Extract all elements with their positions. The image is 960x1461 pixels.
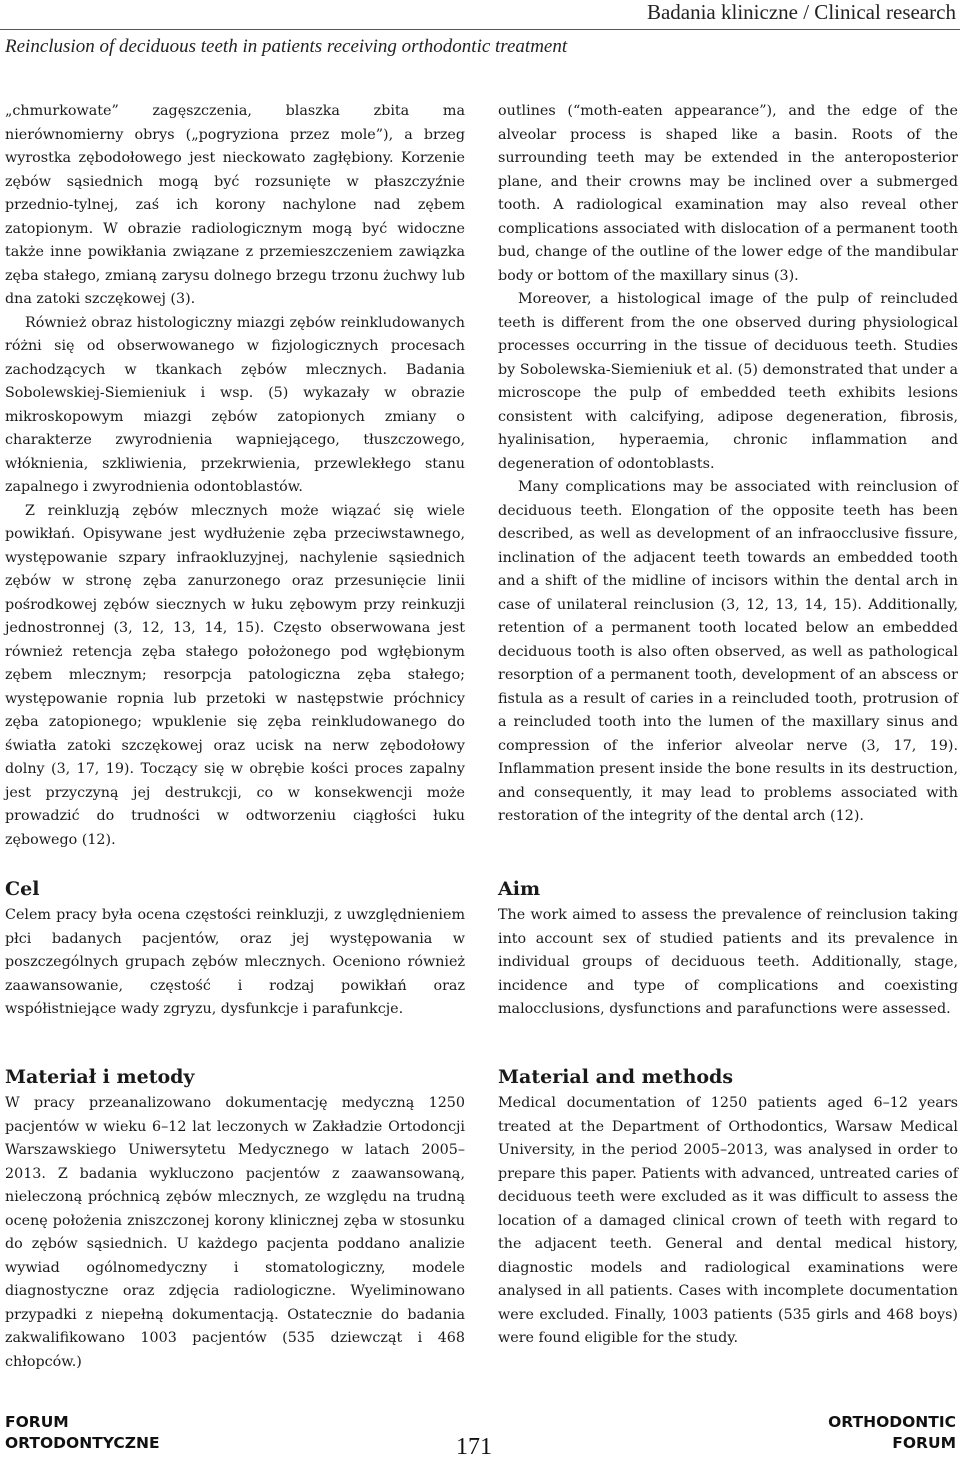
aim-en-heading: Aim: [498, 878, 541, 900]
header-divider: [0, 29, 960, 30]
methods-pl-section: [5, 1064, 465, 1374]
intro-en-column: [498, 100, 958, 829]
intro-en-paragraph-3: Many complications may be associated with reinclusion of deciduous teeth. Elongation of the opposite teeth has been described, as well as development of an infraocclusive fissure, inclination of the adjacent teeth towards an embedded tooth and a shift of the midline of incisors within the dental arch in case of unilateral reinclusion (3, 12, 13, 14, 15). Additionally, retention of a permanent tooth located below an embedded deciduous tooth is also often observed, as well as pathological resorption of a permanent tooth, development of an abscess or fistula as a result of caries in a reincluded tooth, protrusion of a reincluded tooth into the lumen of the maxillary sinus and compression of the inferior alveolar nerve (3, 17, 19). Inflammation present inside the bone results in its destruction, and consequently, it may lead to problems associated with restoration of the integrity of the dental arch (12).: [498, 479, 958, 824]
methods-en-text: Medical documentation of 1250 patients aged 6–12 years treated at the Department of Orthodontics, Warsaw Medical University, in the period 2005–2013, was analysed in order to prepare this paper. Patients with advanced, untreated caries of deciduous teeth were excluded as it was difficult to assess the location of a damaged clinical crown of teeth with regard to the adjacent teeth. General and dental medical history, diagnostic models and radiological examinations were analysed in all patients. Cases with incomplete documentation were excluded. Finally, 1003 patients (535 girls and 468 boys) were found eligible for the study.: [498, 1095, 958, 1346]
intro-pl-paragraph-3: Z reinkluzją zębów mlecznych może wiązać się wiele powikłań. Opisywane jest wydłużenie zęba przeciwstawnego, występowanie szpary infraokluzyjnej, nachylenie sąsiednich zębów w stronę zęba zanurzonego oraz przesunięcie linii pośrodkowej zębów siecznych w łuku zębowym przy reinkuzji jednostronnej (3, 12, 13, 14, 15). Często obserwowana jest również retencja zęba stałego położonego pod wgłębionym zębem mlecznym; resorpcja patologiczna zęba stałego; występowanie ropnia lub przetoki w następstwie próchnicy zęba zatopionego; wpuklenie się zęba reinkludowanego do światła zatoki szczękowej oraz ucisk na nerw zębodołowy dolny (3, 17, 19). Toczący się w obrębie kości proces zapalny jest przyczyną jej destrukcji, co w konsekwencji może prowadzić do trudności w odtworzeniu ciągłości łuku zębowego (12).: [5, 502, 465, 848]
footer-pl-line-2: ORTODONTYCZNE: [5, 1434, 160, 1452]
intro-pl-column: [5, 100, 465, 852]
methods-pl-heading: Materiał i metody: [5, 1066, 195, 1088]
methods-en-heading: Material and methods: [498, 1066, 734, 1088]
footer-pl-line-1: FORUM: [5, 1413, 69, 1431]
intro-pl-paragraph-1: „chmurkowate” zagęszczenia, blaszka zbita ma nierównomierny obrys („pogryziona przez mole”), a brzeg wyrostka zębodołowego jest nieckowato zagłębiony. Korzenie zębów sąsiednich mogą być rozsunięte w płaszczyźnie przednio-tylnej, zaś ich korony nachylone nad zębem zatopionym. W obrazie radiologicznym mogą być widoczne także inne powikłania związane z przemieszczeniem zawiązka zęba stałego, zmianą zarysu dolnego brzegu trzonu żuchwy lub dna zatoki szczękowej (3).: [5, 103, 465, 307]
footer-journal-en: [828, 1412, 956, 1454]
running-title: Reinclusion of deciduous teeth in patients receiving orthodontic treatment: [5, 36, 568, 57]
page-number: 171: [456, 1434, 492, 1460]
aim-pl-text: Celem pracy była ocena częstości reinkluzji, z uwzględnieniem płci badanych pacjentów, oraz jej występowania w poszczególnych grupach zębów mlecznych. Oceniono również zaawansowanie, częstość i rodzaj powikłań oraz współistniejące wady zgryzu, dysfunkcje i parafunkcje.: [5, 907, 465, 1017]
methods-pl-text: W pracy przeanalizowano dokumentację medyczną 1250 pacjentów w wieku 6–12 lat leczonych w Zakładzie Ortodoncji Warszawskiego Uniwersytetu Medycznego w latach 2005–2013. Z badania wykluczono pacjentów z zaawansowaną, nieleczoną próchnicą zębów mlecznych, ze względu na trudną ocenę położenia zniszczonej korony klinicznej zęba w stosunku do zębów sąsiednich. U każdego pacjenta poddano analizie wywiad ogólnomedyczny i stomatologiczny, modele diagnostyczne oraz zdjęcia radiologiczne. Wyeliminowano przypadki z niepełną dokumentacją. Ostatecznie do badania zakwalifikowano 1003 pacjentów (535 dziewcząt i 468 chłopców.): [5, 1095, 465, 1370]
intro-en-paragraph-2: Moreover, a histological image of the pulp of reincluded teeth is different from the one observed during physiological processes occurring in the tissue of deciduous teeth. Studies by Sobolewska-Siemieniuk et al. (5) demonstrated that under a microscope the pulp of embedded teeth exhibits lesions consistent with calcifying, adipose degeneration, fibrosis, hyalinisation, hyperaemia, chronic inflammation and degeneration of odontoblasts.: [498, 291, 958, 472]
footer-en-line-2: FORUM: [892, 1434, 956, 1452]
aim-en-section: [498, 876, 958, 1022]
aim-en-text: The work aimed to assess the prevalence of reinclusion taking into account sex of studied patients and its prevalence in individual groups of deciduous teeth. Additionally, stage, incidence and type of complications and coexisting malocclusions, dysfunctions and parafunctions were assessed.: [498, 907, 958, 1017]
journal-section-header: Badania kliniczne / Clinical research: [646, 0, 956, 24]
intro-en-paragraph-1: outlines (“moth-eaten appearance”), and the edge of the alveolar process is shaped like a basin. Roots of the surrounding teeth may be extended in the anteroposterior plane, and their crowns may be inclined over a submerged tooth. A radiological examination may also reveal other complications associated with dislocation of a permanent tooth bud, change of the outline of the lower edge of the mandibular body or bottom of the maxillary sinus (3).: [498, 103, 958, 284]
methods-en-section: [498, 1064, 958, 1351]
footer-en-line-1: ORTHODONTIC: [828, 1413, 956, 1431]
intro-pl-paragraph-2: Również obraz histologiczny miazgi zębów reinkludowanych różni się od obserwowanego w fizjologicznych procesach zachodzących w tkankach zębów mlecznych. Badania Sobolewskiej-Siemieniuk i wsp. (5) wykazały w obrazie mikroskopowym miazgi zębów zatopionych zmiany o charakterze zwyrodnienia wapniejącego, tłuszczowego, włóknienia, szkliwienia, przekrwienia, przewlekłego stanu zapalnego i zwyrodnienia odontoblastów.: [5, 314, 465, 495]
aim-pl-section: [5, 876, 465, 1022]
aim-pl-heading: Cel: [5, 878, 40, 900]
footer-journal-pl: [5, 1412, 160, 1454]
